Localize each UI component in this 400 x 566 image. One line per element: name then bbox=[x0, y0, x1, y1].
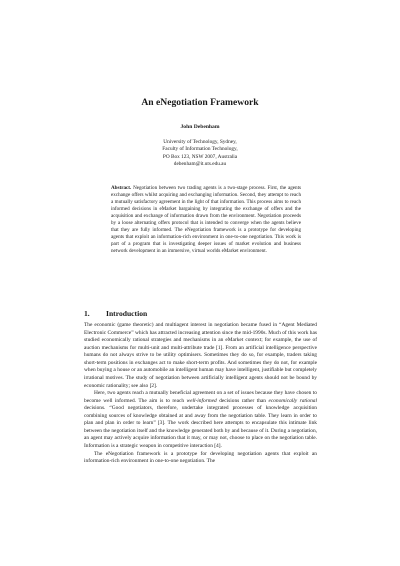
paragraph-text: decisions. “Good negotiators, therefore, undertake integrated processes of knowledge acquisition combining sources of knowledge obtained at and away from the negotiation table. They learn in order to plan and plan in order to learn” [3]. The work described here attempts to encapsulate this intimate link between the negotiation itself and the knowledge generated both by and because of it. During a negotiation, an agent may actively acquire information that it may, or may not, choose to place on the negotiation table. Information is a strategic weapon in competitive interaction [4]. bbox=[84, 405, 317, 449]
abstract bbox=[111, 185, 301, 255]
paper-title: An eNegotiation Framework bbox=[141, 97, 259, 108]
paragraph bbox=[84, 390, 317, 451]
author-name: John Debenham bbox=[180, 124, 220, 130]
paragraph: The eNegotiation framework is a prototype for developing negotiation agents that exploit an information-rich environment in one-to-one negotiation. The bbox=[84, 450, 317, 465]
paragraph: The economic (game theoretic) and multiagent interest in negotiation became fused in “Agent Mediated Electronic Commerce” which has attracted increasing attention since the mid-1990s. Much of this work has studied economically rational strategies and mechanisms in an eMarket context; for example, the use of auction mechanisms for multi-unit and multi-attribute trade [1]. From an artificial intelligence perspective humans do not always strive to be utility optimisers. Sometimes they do so, for example, traders taking short-term positions in exchanges act to make short-term profits. And sometimes they do not, for example when buying a house or an automobile an intelligent human may have intelligent, justifiable but completely irrational motives. The study of negotiation between artificially intelligent agents should not be bound by economic rationality; see also [2]. bbox=[84, 322, 317, 389]
paragraph-text: Here, two agents reach a mutually beneficial agreement on a set of issues because they have chosen to become well informed. The aim is to reach bbox=[84, 390, 317, 404]
section-heading bbox=[84, 309, 147, 318]
paragraph-text: decisions rather than bbox=[216, 397, 269, 404]
affiliation-line: Faculty of Information Technology, bbox=[162, 146, 238, 153]
section-number: 1. bbox=[84, 309, 90, 318]
affiliation-line: PO Box 123, NSW 2007, Australia bbox=[162, 153, 238, 160]
affiliation-line: University of Technology, Sydney, bbox=[163, 139, 237, 145]
abstract-label: Abstract. bbox=[111, 185, 132, 191]
emphasis: well-informed bbox=[186, 397, 217, 404]
abstract-text: Negotiation between two trading agents is a two-stage process. First, the agents exchange offers whilst acquiring and exchanging information. Second, they attempt to reach a mutually satisfactory agreement in the light of that information. This process aims to reach informed decisions in eMarket bargaining by integrating the exchange of offers and the acquisition and exchange of information drawn from the environment. Negotiation proceeds by a loose alternating offers protocol that is intended to converge when the agents believe that they are fully informed. The eNegotiation framework is a prototype for developing agents that exploit an information-rich environment in one-to-one negotiation. This work is part of a program that is investigating deeper issues of market evolution and business network development in an immersive, virtual worlds eMarket environment. bbox=[111, 185, 301, 254]
author-affiliation bbox=[0, 139, 400, 169]
author-email: debenham@it.uts.edu.au bbox=[173, 161, 227, 168]
emphasis: economically rational bbox=[268, 397, 317, 404]
section-body bbox=[84, 322, 317, 466]
section-title: Introduction bbox=[106, 309, 148, 318]
